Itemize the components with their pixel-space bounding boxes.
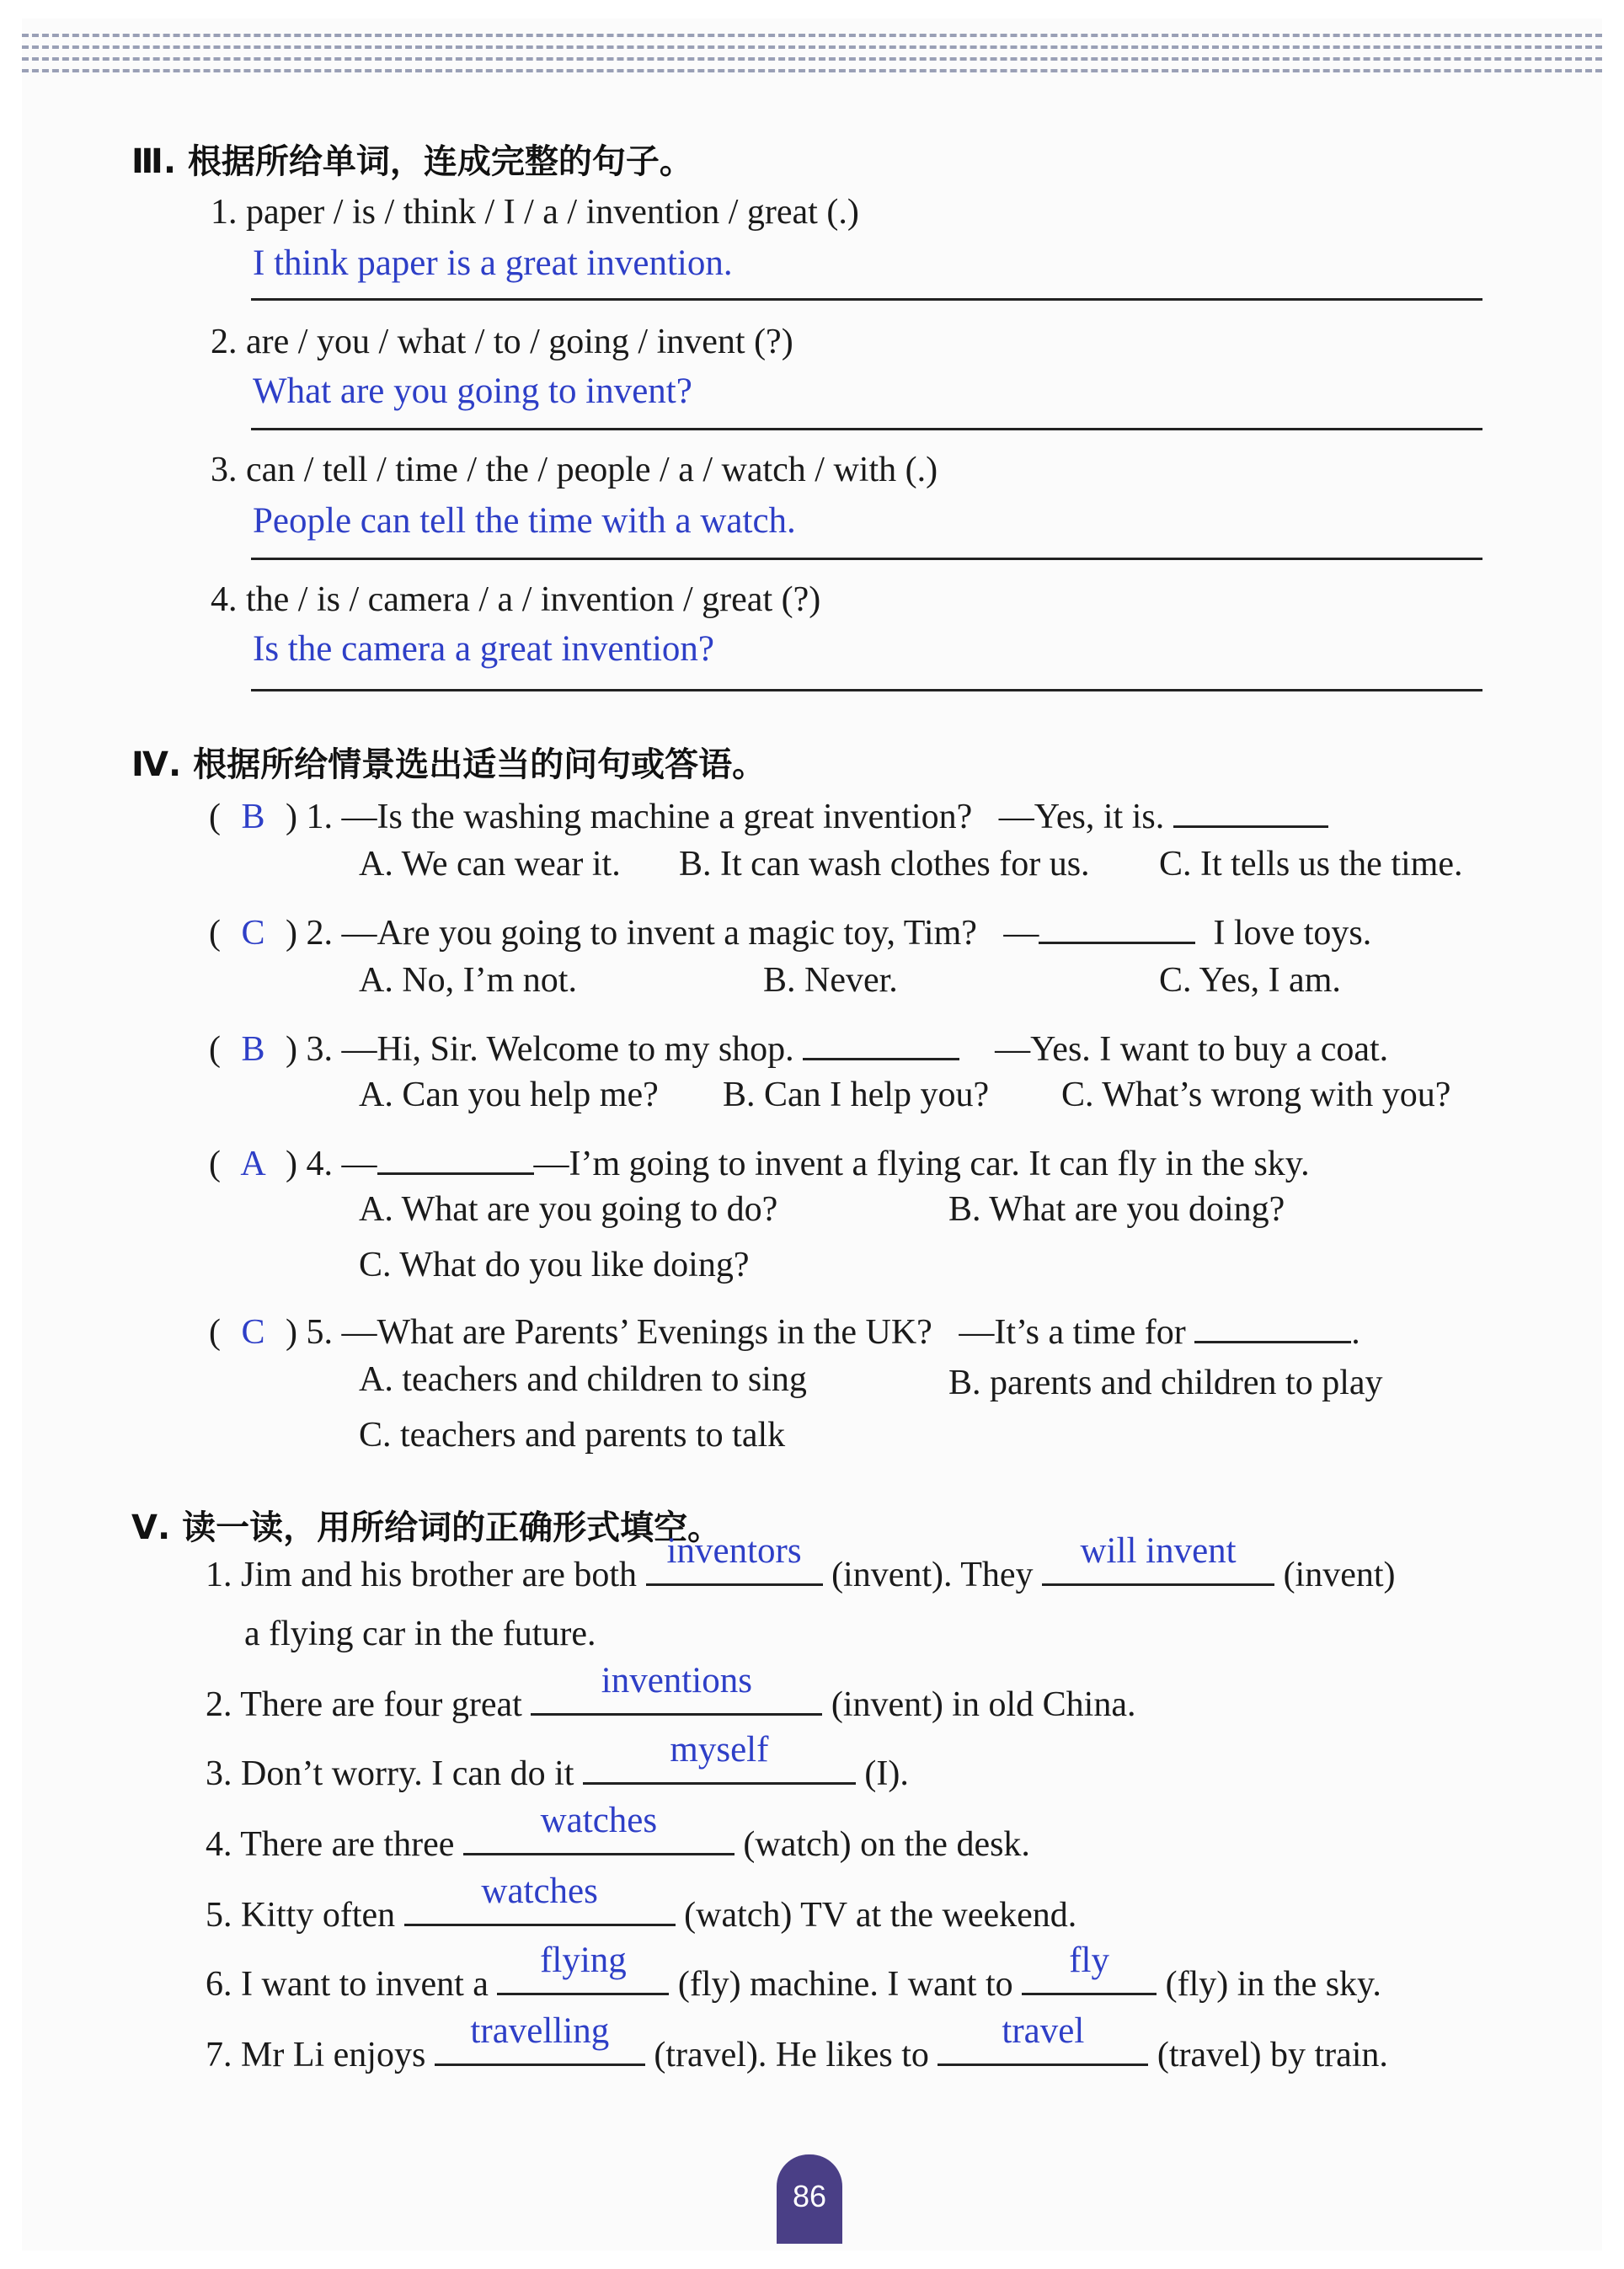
s4-item-2-option-a: A. No, I’m not.	[359, 961, 577, 1000]
s5-blank-6a	[497, 1941, 669, 1995]
s4-item-5-option-b: B. parents and children to play	[948, 1364, 1383, 1402]
s5-item-3: 3. Don’t worry. I can do it myself (I).	[206, 1730, 909, 1793]
s4-answer-1: B	[241, 798, 265, 836]
s4-item-3-option-a: A. Can you help me?	[359, 1076, 659, 1114]
s5-blank-5	[404, 1871, 676, 1926]
s4-blank-5	[1194, 1307, 1351, 1343]
s3-prompt-2: 2. are / you / what / to / going / invent (?)	[211, 323, 793, 361]
s5-item-1-cont: a flying car in the future.	[244, 1615, 596, 1653]
s4-item-1-option-b: B. It can wash clothes for us.	[679, 845, 1090, 884]
section-3-title: Ⅲ. 根据所给单词，连成完整的句子。	[131, 142, 693, 181]
s4-blank-2	[1039, 908, 1195, 944]
s5-answer-4: watches	[540, 1801, 658, 1840]
top-dashed-border	[22, 27, 1602, 71]
s3-answer-4: Is the camera a great invention?	[253, 629, 714, 669]
s4-item-4-option-b: B. What are you doing?	[948, 1190, 1285, 1229]
s4-item-5-option-c: C. teachers and parents to talk	[359, 1416, 786, 1455]
s4-blank-4	[377, 1139, 534, 1175]
s4-item-4-option-a: A. What are you going to do?	[359, 1190, 778, 1229]
s5-blank-6b	[1022, 1941, 1157, 1995]
section-5-title: Ⅴ. 读一读，用所给词的正确形式填空。	[131, 1508, 722, 1547]
s3-prompt-3: 3. can / tell / time / the / people / a / watch / with (.)	[211, 451, 938, 489]
s3-answer-1: I think paper is a great invention.	[253, 243, 733, 283]
section-4-title: Ⅳ. 根据所给情景选出适当的问句或答语。	[131, 745, 767, 784]
s4-blank-3	[803, 1024, 959, 1060]
s4-answer-2: C	[241, 914, 265, 953]
s5-answer-3: myself	[670, 1730, 769, 1770]
s5-answer-1a: inventors	[666, 1531, 802, 1571]
s4-item-3-option-c: C. What’s wrong with you?	[1061, 1076, 1451, 1114]
s3-prompt-1: 1. paper / is / think / I / a / invention / great (.)	[211, 193, 859, 232]
s5-blank-4	[463, 1801, 735, 1855]
page-number: 86	[777, 2154, 842, 2244]
s5-item-7: 7. Mr Li enjoys travelling (travel). He likes to travel (travel) by train.	[206, 2011, 1388, 2074]
s5-blank-2	[531, 1661, 822, 1716]
s4-item-1-option-a: A. We can wear it.	[359, 845, 621, 884]
s5-answer-7b: travel	[1002, 2011, 1085, 2051]
s4-item-3-stem: ( B ) 3. —Hi, Sir. Welcome to my shop. —Yes. I want to buy a coat.	[209, 1024, 1388, 1070]
s4-answer-5: C	[241, 1313, 265, 1352]
s5-answer-6b: fly	[1069, 1941, 1109, 1980]
s5-answer-7a: travelling	[470, 2011, 610, 2051]
s5-answer-6a: flying	[540, 1941, 627, 1980]
s4-answer-3: B	[241, 1030, 265, 1069]
s3-answer-line-2	[251, 428, 1482, 430]
s3-answer-line-4	[251, 689, 1482, 691]
s5-item-2: 2. There are four great inventions (invent) in old China.	[206, 1661, 1136, 1724]
s4-answer-4: A	[240, 1145, 266, 1183]
s5-blank-7a	[435, 2011, 645, 2066]
s5-blank-1b	[1042, 1531, 1274, 1586]
s5-blank-1a	[646, 1531, 823, 1586]
s3-answer-line-3	[251, 558, 1482, 560]
s4-item-2-option-c: C. Yes, I am.	[1159, 961, 1341, 1000]
s3-answer-2: What are you going to invent?	[253, 371, 692, 411]
s4-item-5-stem: ( C ) 5. —What are Parents’ Evenings in the UK? —It’s a time for .	[209, 1307, 1360, 1353]
s5-item-4: 4. There are three watches (watch) on the desk.	[206, 1801, 1030, 1864]
s5-item-5: 5. Kitty often watches (watch) TV at the weekend.	[206, 1871, 1077, 1935]
s5-item-1: 1. Jim and his brother are both inventors (invent). They will invent (invent)	[206, 1531, 1396, 1594]
s4-item-4-option-c: C. What do you like doing?	[359, 1246, 750, 1284]
s3-prompt-4: 4. the / is / camera / a / invention / great (?)	[211, 580, 821, 619]
s4-item-2-option-b: B. Never.	[763, 961, 898, 1000]
s4-blank-1	[1173, 792, 1328, 828]
s4-item-2-stem: ( C ) 2. —Are you going to invent a magic toy, Tim? — I love toys.	[209, 908, 1371, 953]
s3-answer-line-1	[251, 298, 1482, 301]
s5-answer-5: watches	[481, 1871, 598, 1911]
s5-blank-3	[583, 1730, 856, 1785]
s4-item-1-stem: ( B ) 1. —Is the washing machine a great invention? —Yes, it is.	[209, 792, 1328, 837]
s4-item-5-option-a: A. teachers and children to sing	[359, 1360, 807, 1399]
s3-answer-3: People can tell the time with a watch.	[253, 501, 796, 541]
s5-blank-7b	[938, 2011, 1148, 2066]
s4-item-1-option-c: C. It tells us the time.	[1159, 845, 1463, 884]
s5-item-6: 6. I want to invent a flying (fly) machine. I want to fly (fly) in the sky.	[206, 1941, 1381, 2004]
s5-answer-1b: will invent	[1080, 1531, 1237, 1571]
s5-answer-2: inventions	[601, 1661, 752, 1700]
s4-item-4-stem: ( A ) 4. — —I’m going to invent a flying car. It can fly in the sky.	[209, 1139, 1310, 1184]
s4-item-3-option-b: B. Can I help you?	[723, 1076, 990, 1114]
